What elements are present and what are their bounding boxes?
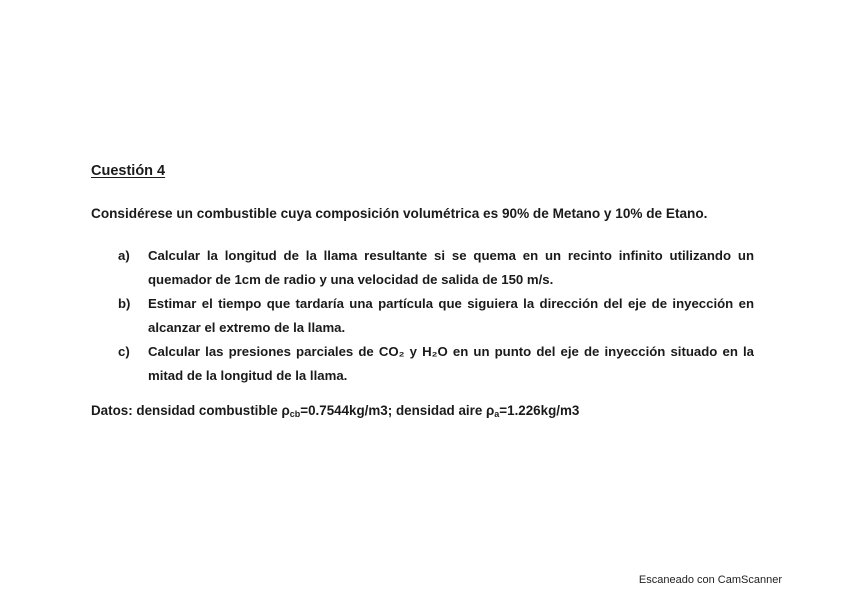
item-letter: c) <box>118 344 130 359</box>
item-letter: b) <box>118 296 131 311</box>
question-item-b <box>118 292 754 340</box>
question-title: Cuestión 4 <box>91 163 166 179</box>
density-air-subscript: a <box>494 409 500 419</box>
data-middle: =0.7544kg/m3; densidad aire ρ <box>300 403 495 418</box>
data-suffix: =1.226kg/m3 <box>499 403 580 418</box>
item-text: Calcular la longitud de la llama resultante si se quema en un recinto infinito utilizando un quemador de 1cm de radio y una velocidad de salida de 150 m/s. <box>148 248 754 287</box>
density-fuel-subscript: cb <box>289 409 301 419</box>
item-text: Estimar el tiempo que tardaría una partícula que siguiera la dirección del eje de inyección en alcanzar el extremo de la llama. <box>148 296 754 335</box>
camscanner-watermark: Escaneado con CamScanner <box>638 574 782 586</box>
question-items <box>118 244 754 388</box>
item-letter: a) <box>118 248 130 263</box>
question-item-c <box>118 340 754 388</box>
data-prefix: Datos: densidad combustible ρ <box>91 403 290 418</box>
given-data <box>91 403 579 419</box>
question-intro: Considérese un combustible cuya composición volumétrica es 90% de Metano y 10% de Etano. <box>91 206 708 221</box>
item-text: Calcular las presiones parciales de CO₂ y H₂O en un punto del eje de inyección situado en la mitad de la longitud de la llama. <box>148 344 754 383</box>
question-item-a <box>118 244 754 292</box>
